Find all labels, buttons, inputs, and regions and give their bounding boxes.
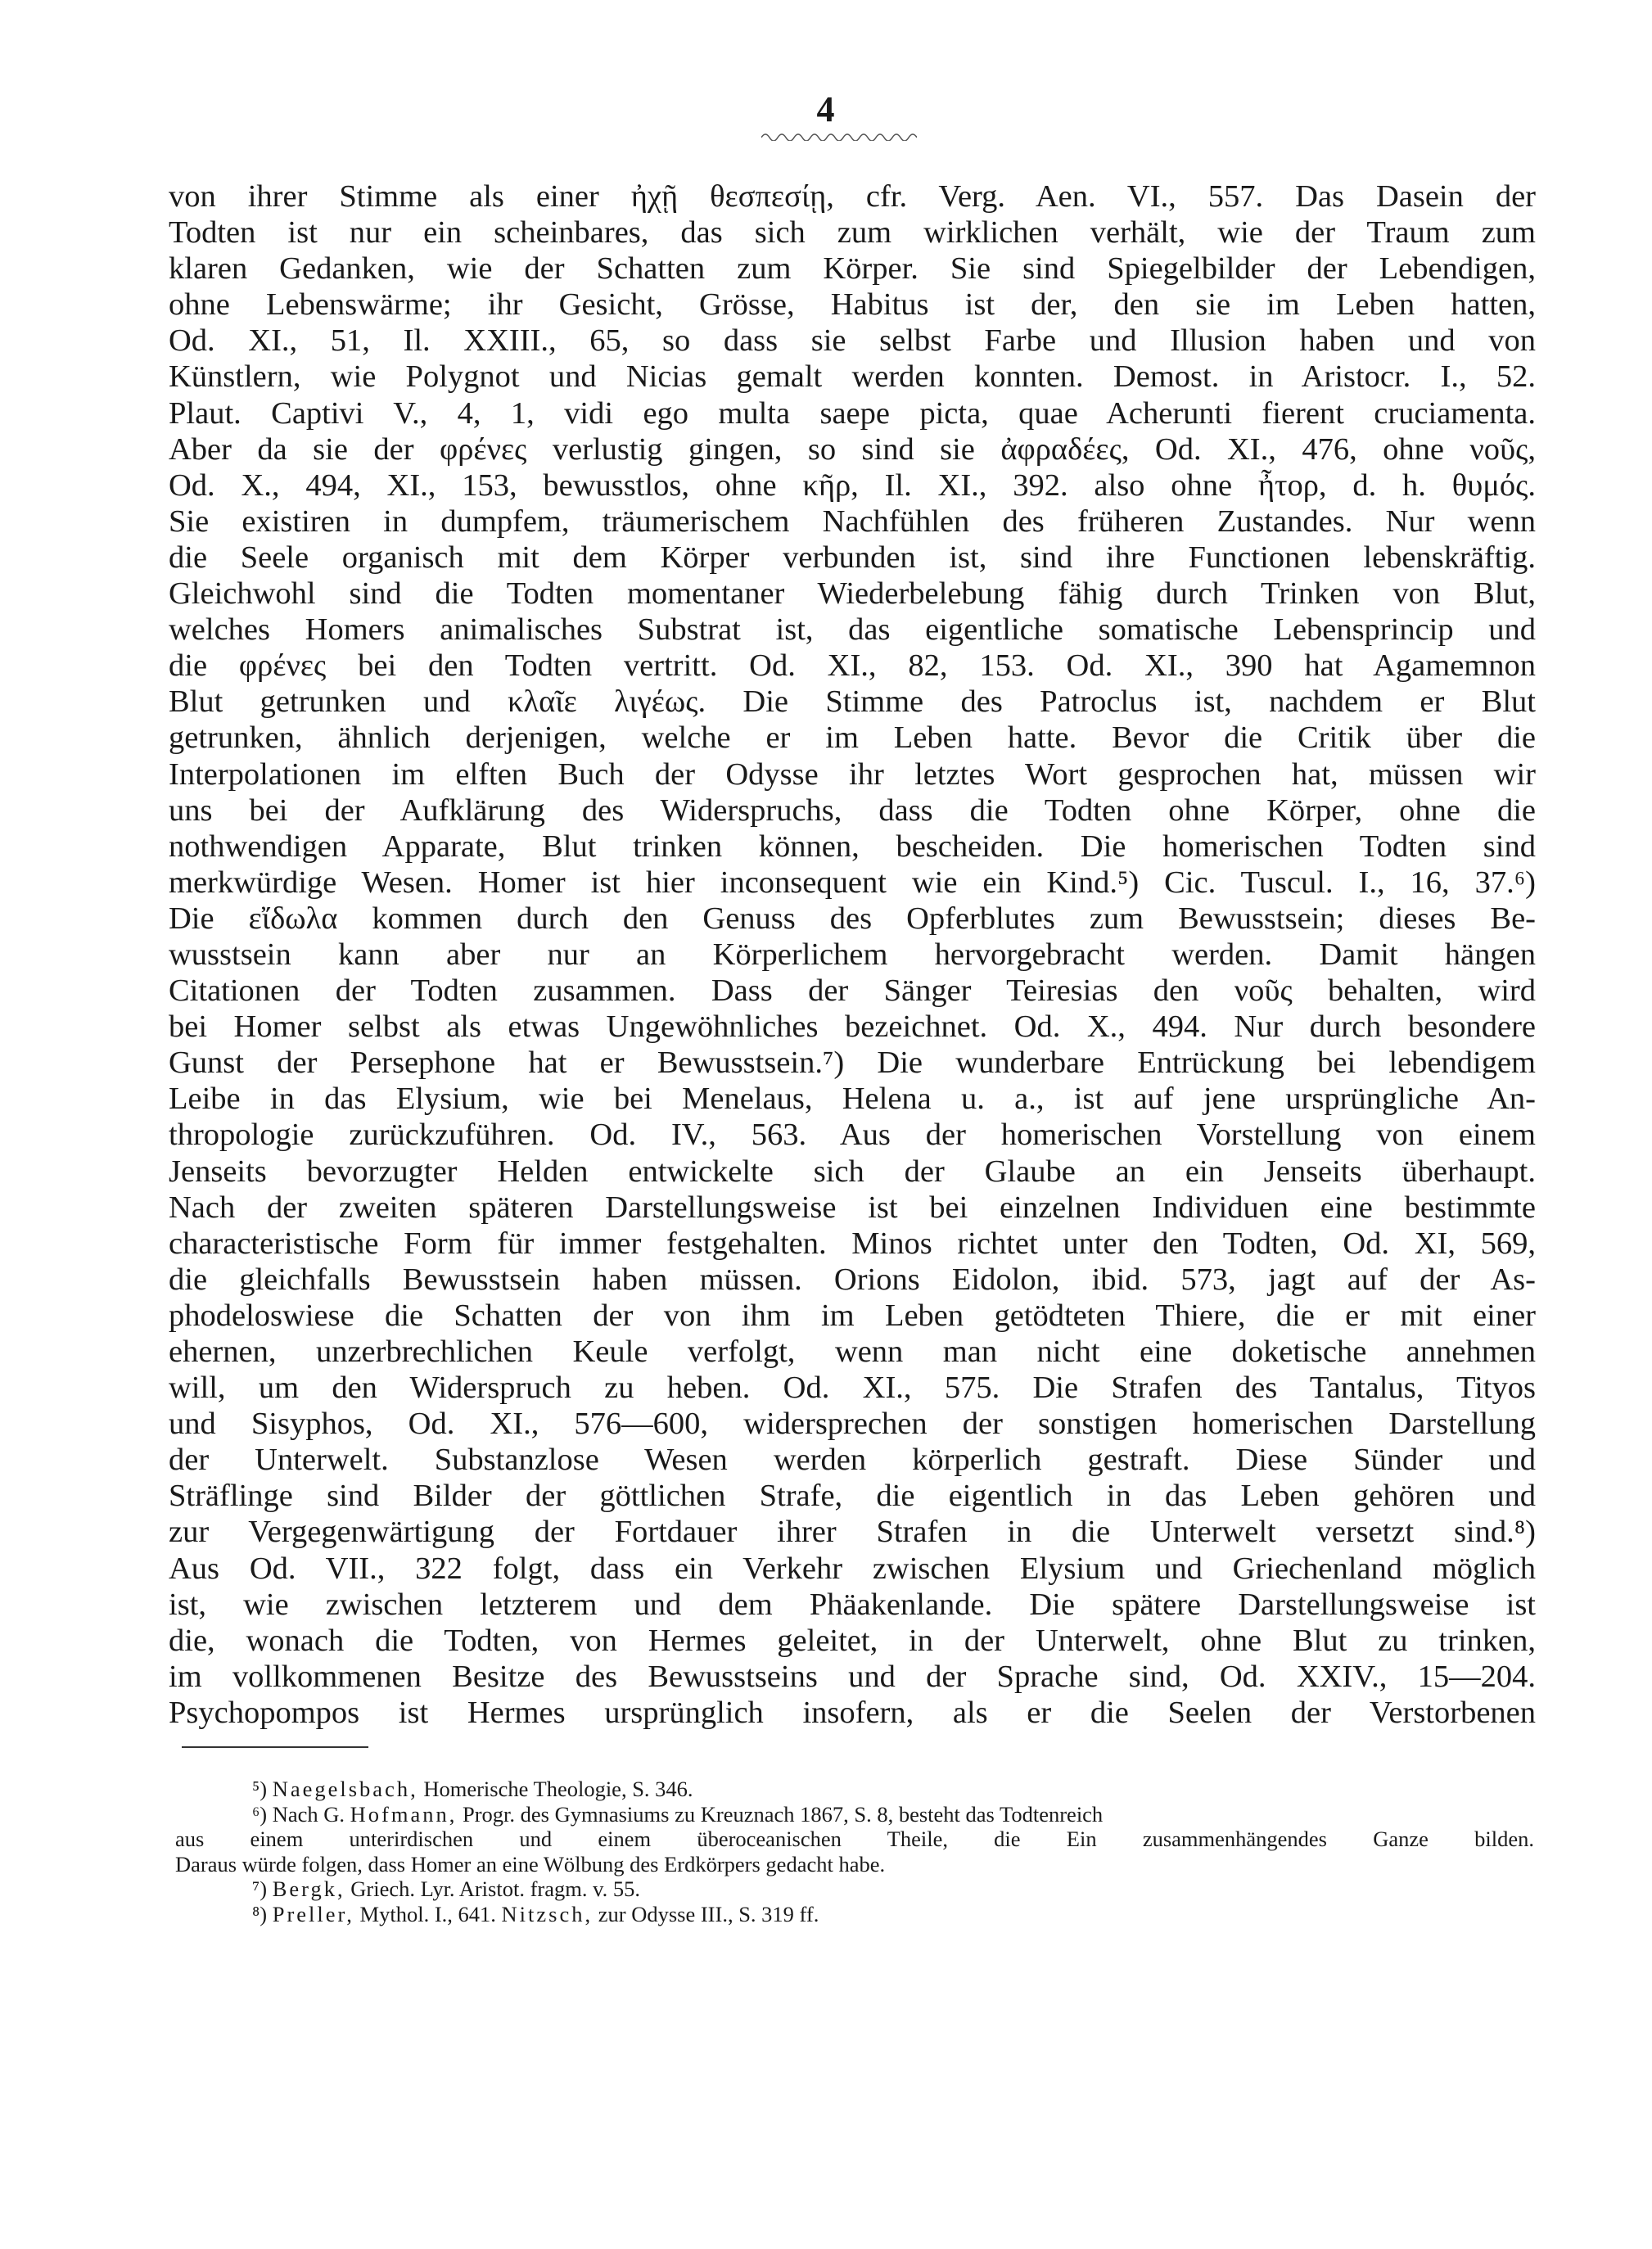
text-line: Od. X., 494, XI., 153, bewusstlos, ohne κῆρ, Il. XI., 392. also ohne ἦτορ, d. h. θυμός. (169, 467, 1536, 503)
footnote-7 (175, 1876, 1534, 1902)
footnote-6-continuation: aus einem unterirdischen und einem überoceanischen Theile, die Ein zusammenhängendes Ganze bilden. (175, 1827, 1534, 1852)
footnote-6-continuation: Daraus würde folgen, dass Homer an eine Wölbung des Erdkörpers gedacht habe. (175, 1851, 886, 1876)
footnote-8 (175, 1902, 1534, 1927)
text-line: will, um den Widerspruch zu heben. Od. XI., 575. Die Strafen des Tantalus, Tityos (169, 1371, 1536, 1406)
footnote-text: Mythol. I., 641. (354, 1901, 502, 1926)
text-line: Aber da sie der φρένες verlustig gingen, so sind sie ἀφραδέες, Od. XI., 476, ohne νοῦς, (169, 431, 1536, 467)
text-line: uns bei der Aufklärung des Widerspruchs, dass die Todten ohne Körper, ohne die (169, 793, 1536, 828)
text-line: Sträflinge sind Bilder der göttlichen Strafe, die eigentlich in das Leben gehören und (169, 1479, 1536, 1514)
text-line: die Seele organisch mit dem Körper verbunden ist, sind ihre Functionen lebenskräftig. (169, 540, 1536, 575)
footnote-text: zur Odysse III., S. 319 ff. (593, 1901, 819, 1926)
text-line: Gunst der Persephone hat er Bewusstsein.⁷) Die wunderbare Entrückung bei lebendigem (169, 1045, 1536, 1081)
text-line: merkwürdige Wesen. Homer ist hier inconsequent wie ein Kind.⁵) Cic. Tuscul. I., 16, 37.⁶) (169, 865, 1536, 900)
body-text (169, 178, 1536, 1731)
footnote-author: Preller, (272, 1901, 354, 1926)
text-line: Interpolationen im elften Buch der Odysse ihr letztes Wort gesprochen hat, müssen wir (169, 756, 1536, 792)
text-line: von ihrer Stimme als einer ἠχῇ θεσπεσίῃ, cfr. Verg. Aen. VI., 557. Das Dasein der (169, 179, 1536, 214)
text-line: ist, wie zwischen letzterem und dem Phäakenlande. Die spätere Darstellungsweise ist (169, 1587, 1536, 1622)
text-line: Todten ist nur ein scheinbares, das sich zum wirklichen verhält, wie der Traum zum (169, 215, 1536, 251)
decorative-wave-ornament (761, 129, 917, 141)
text-line: Aus Od. VII., 322 folgt, dass ein Verkehr zwischen Elysium und Griechenland möglich (169, 1551, 1536, 1586)
text-line: klaren Gedanken, wie der Schatten zum Körper. Sie sind Spiegelbilder der Lebendigen, (169, 251, 1536, 287)
footnote-5 (175, 1777, 1534, 1802)
text-line: phodeloswiese die Schatten der von ihm im Leben getödteten Thiere, die er mit einer (169, 1298, 1536, 1333)
footnotes (175, 1777, 1534, 1927)
text-line: bei Homer selbst als etwas Ungewöhnliches bezeichnet. Od. X., 494. Nur durch besondere (169, 1009, 1536, 1045)
text-line: Psychopompos ist Hermes ursprünglich insofern, als er die Seelen der Verstorbenen (169, 1695, 1536, 1730)
footnote-prefix: Nach G. (267, 1801, 350, 1827)
footnote-separator (182, 1746, 368, 1748)
text-line: Jenseits bevorzugter Helden entwickelte sich der Glaube an ein Jenseits überhaupt. (169, 1154, 1536, 1189)
text-line: Die εἴδωλα kommen durch den Genuss des Opferblutes zum Bewusstsein; dieses Be- (169, 901, 1536, 936)
footnote-marker: ⁶) (252, 1801, 268, 1827)
text-line: thropologie zurückzuführen. Od. IV., 563. Aus der homerischen Vorstellung von einem (169, 1118, 1536, 1153)
text-line: und Sisyphos, Od. XI., 576—600, widersprechen der sonstigen homerischen Darstellung (169, 1407, 1536, 1442)
footnote-author: Hofmann, (350, 1801, 458, 1827)
text-line: getrunken, ähnlich derjenigen, welche er im Leben hatte. Bevor die Critik über die (169, 720, 1536, 756)
text-line: die φρένες bei den Todten vertritt. Od. XI., 82, 153. Od. XI., 390 hat Agamemnon (169, 648, 1536, 684)
footnote-marker: ⁵) (252, 1777, 268, 1801)
text-line: Gleichwohl sind die Todten momentaner Wiederbelebung fähig durch Trinken von Blut, (169, 576, 1536, 612)
text-line: im vollkommenen Besitze des Bewusstseins und der Sprache sind, Od. XXIV., 15—204. (169, 1659, 1536, 1694)
text-line: Blut getrunken und κλαῖε λιγέως. Die Stimme des Patroclus ist, nachdem er Blut (169, 684, 1536, 720)
text-line: Plaut. Captivi V., 4, 1, vidi ego multa saepe picta, quae Acherunti fierent cruciamenta. (169, 395, 1536, 431)
text-line: die, wonach die Todten, von Hermes geleitet, in der Unterwelt, ohne Blut zu trinken, (169, 1623, 1536, 1658)
text-line: Citationen der Todten zusammen. Dass der Sänger Teiresias den νοῦς behalten, wird (169, 973, 1536, 1009)
text-line: Künstlern, wie Polygnot und Nicias gemalt werden konnten. Demost. in Aristocr. I., 52. (169, 359, 1536, 395)
text-line: wusstsein kann aber nur an Körperlichem hervorgebracht werden. Damit hängen (169, 937, 1536, 972)
footnote-marker: ⁷) (252, 1876, 268, 1902)
text-line: Leibe in das Elysium, wie bei Menelaus, Helena u. a., ist auf jene ursprüngliche An- (169, 1082, 1536, 1117)
footnote-author: Nitzsch, (501, 1901, 594, 1926)
text-line: Nach der zweiten späteren Darstellungsweise ist bei einzelnen Individuen eine bestimmte (169, 1190, 1536, 1225)
text-line: Sie existiren in dumpfem, träumerischem Nachfühlen des früheren Zustandes. Nur wenn (169, 504, 1536, 539)
text-line: Od. XI., 51, Il. XXIII., 65, so dass sie selbst Farbe und Illusion haben und von (169, 323, 1536, 359)
footnote-text: Progr. des Gymnasiums zu Kreuznach 1867, S. 8, besteht das Todtenreich (457, 1801, 1104, 1827)
text-line: nothwendigen Apparate, Blut trinken können, bescheiden. Die homerischen Todten sind (169, 829, 1536, 864)
text-line: ohne Lebenswärme; ihr Gesicht, Grösse, Habitus ist der, den sie im Leben hatten, (169, 287, 1536, 323)
footnote-text: Griech. Lyr. Aristot. fragm. v. 55. (345, 1876, 641, 1902)
text-line: welches Homers animalisches Substrat ist, das eigentliche somatische Lebensprincip und (169, 612, 1536, 648)
footnote-text: Homerische Theologie, S. 346. (418, 1777, 693, 1801)
footnote-author: Naegelsbach, (272, 1777, 418, 1801)
footnote-marker: ⁸) (252, 1901, 268, 1926)
text-line: zur Vergegenwärtigung der Fortdauer ihrer Strafen in die Unterwelt versetzt sind.⁸) (169, 1515, 1536, 1550)
page-number: 4 (816, 89, 836, 129)
text-line: characteristische Form für immer festgehalten. Minos richtet unter den Todten, Od. XI, 569, (169, 1226, 1536, 1261)
footnote-author: Bergk, (272, 1876, 345, 1902)
footnote-6 (175, 1802, 1534, 1827)
text-line: die gleichfalls Bewusstsein haben müssen. Orions Eidolon, ibid. 573, jagt auf der As- (169, 1262, 1536, 1297)
text-line: der Unterwelt. Substanzlose Wesen werden körperlich gestraft. Diese Sünder und (169, 1443, 1536, 1478)
text-line: ehernen, unzerbrechlichen Keule verfolgt, wenn man nicht eine doketische annehmen (169, 1334, 1536, 1369)
